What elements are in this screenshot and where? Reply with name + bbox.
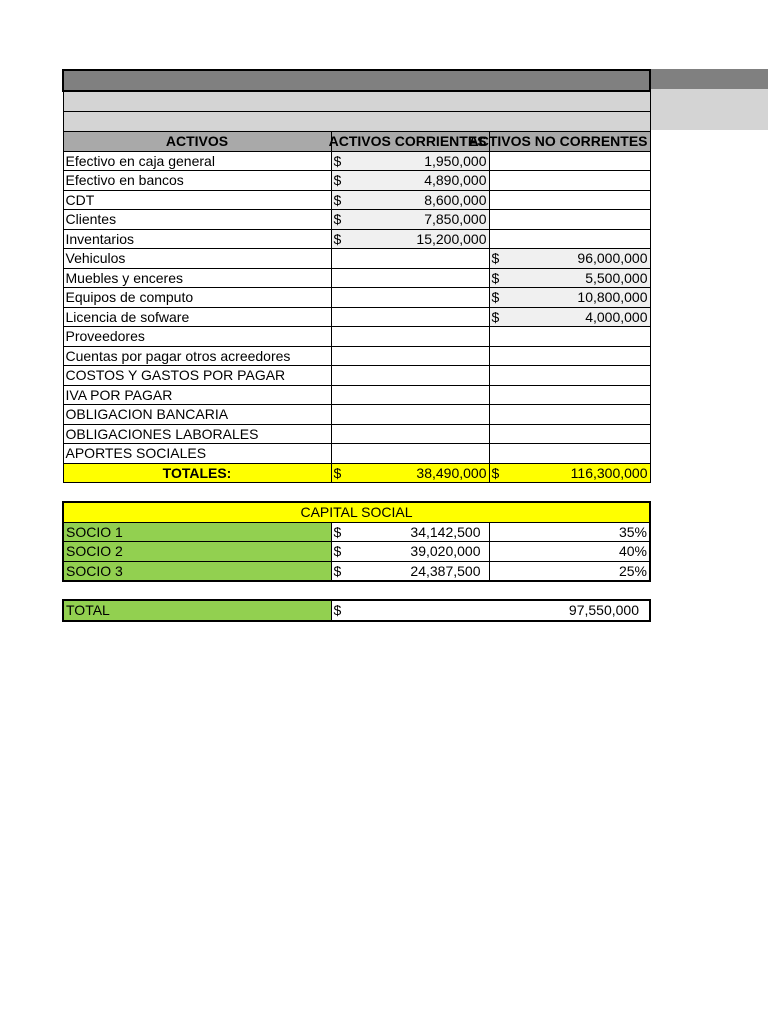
socio-percentage[interactable]: 35% (489, 522, 650, 542)
currency-symbol: $ (491, 464, 500, 481)
account-label[interactable]: Efectivo en bancos (63, 171, 331, 191)
corriente-cell[interactable] (331, 249, 489, 269)
socio-row (63, 522, 650, 542)
currency-symbol: $ (491, 250, 500, 267)
currency-symbol: $ (333, 172, 342, 189)
capital-social-table (62, 501, 651, 582)
amount-value: 4,890,000 (424, 172, 487, 189)
table-row (63, 151, 650, 171)
corriente-cell[interactable] (331, 190, 489, 210)
socio-name[interactable]: SOCIO 3 (63, 561, 331, 581)
table-row (63, 444, 650, 464)
corriente-cell[interactable] (331, 151, 489, 171)
amount-value: 10,800,000 (577, 289, 648, 306)
currency-symbol: $ (333, 211, 342, 228)
no-corriente-cell[interactable] (489, 444, 650, 464)
table-row (63, 190, 650, 210)
currency-symbol: $ (333, 191, 342, 208)
currency-symbol: $ (333, 543, 342, 560)
currency-symbol: $ (333, 464, 342, 481)
table-row (63, 171, 650, 191)
table-row (63, 346, 650, 366)
socio-percentage[interactable]: 40% (489, 542, 650, 562)
no-corriente-cell[interactable] (489, 307, 650, 327)
amount-value: 116,300,000 (570, 464, 648, 481)
account-label[interactable]: Muebles y enceres (63, 268, 331, 288)
corriente-cell[interactable] (331, 346, 489, 366)
amount-value: 24,387,500 (410, 562, 481, 579)
column-header-row (63, 132, 650, 152)
currency-symbol: $ (333, 230, 342, 247)
corriente-cell[interactable] (331, 405, 489, 425)
account-label[interactable]: Efectivo en caja general (63, 151, 331, 171)
table-row (63, 366, 650, 386)
no-corriente-cell[interactable] (489, 171, 650, 191)
account-label[interactable]: IVA POR PAGAR (63, 385, 331, 405)
currency-symbol: $ (333, 602, 342, 619)
title-row (63, 70, 650, 91)
currency-symbol: $ (491, 308, 500, 325)
account-label[interactable]: COSTOS Y GASTOS POR PAGAR (63, 366, 331, 386)
amount-value: 39,020,000 (410, 543, 481, 560)
socio-amount-cell[interactable] (331, 542, 489, 562)
account-label[interactable]: Cuentas por pagar otros acreedores (63, 346, 331, 366)
account-label[interactable]: CDT (63, 190, 331, 210)
totals-label[interactable]: TOTALES: (63, 463, 331, 483)
socio-amount-cell[interactable] (331, 522, 489, 542)
balance-table (62, 69, 651, 483)
totals-row (63, 463, 650, 483)
total-no-corriente-cell[interactable] (489, 463, 650, 483)
table-row (63, 268, 650, 288)
no-corriente-cell[interactable] (489, 268, 650, 288)
account-label[interactable]: Equipos de computo (63, 288, 331, 308)
no-corriente-cell[interactable] (489, 210, 650, 230)
subtitle-row-2 (63, 112, 650, 132)
account-label[interactable]: Vehiculos (63, 249, 331, 269)
socio-row (63, 561, 650, 581)
amount-value: 5,500,000 (585, 269, 648, 286)
currency-symbol: $ (491, 269, 500, 286)
table-row (63, 307, 650, 327)
no-corriente-cell[interactable] (489, 385, 650, 405)
amount-value: 38,490,000 (416, 464, 487, 481)
account-label[interactable]: Inventarios (63, 229, 331, 249)
socio-name[interactable]: SOCIO 2 (63, 542, 331, 562)
corriente-cell[interactable] (331, 268, 489, 288)
total-corriente-cell[interactable] (331, 463, 489, 483)
corriente-cell[interactable] (331, 210, 489, 230)
capital-header-row (63, 502, 650, 522)
currency-symbol: $ (491, 289, 500, 306)
corriente-cell[interactable] (331, 424, 489, 444)
amount-value: 8,600,000 (424, 191, 487, 208)
no-corriente-cell[interactable] (489, 366, 650, 386)
table-row (63, 327, 650, 347)
table-row (63, 385, 650, 405)
header-band-light (648, 89, 768, 130)
subtitle-cell-2[interactable] (63, 112, 650, 132)
amount-value: 1,950,000 (424, 152, 487, 169)
table-row (63, 288, 650, 308)
no-corriente-cell[interactable] (489, 151, 650, 171)
no-corriente-cell[interactable] (489, 229, 650, 249)
total-amount: 97,550,000 (568, 602, 639, 619)
corriente-cell[interactable] (331, 307, 489, 327)
total-row (63, 600, 650, 621)
subtitle-row-1 (63, 91, 650, 112)
table-row (63, 405, 650, 425)
corriente-cell[interactable] (331, 171, 489, 191)
amount-value: 4,000,000 (585, 308, 648, 325)
no-corriente-cell[interactable] (489, 249, 650, 269)
capital-title[interactable]: CAPITAL SOCIAL (63, 502, 650, 522)
account-label[interactable]: Proveedores (63, 327, 331, 347)
currency-symbol: $ (333, 152, 342, 169)
total-table (62, 599, 651, 622)
subtitle-cell-1[interactable] (63, 91, 650, 112)
socio-amount-cell[interactable] (331, 561, 489, 581)
corriente-cell[interactable] (331, 444, 489, 464)
amount-value: 7,850,000 (424, 211, 487, 228)
account-label[interactable]: OBLIGACION BANCARIA (63, 405, 331, 425)
socio-percentage[interactable]: 25% (489, 561, 650, 581)
corriente-cell[interactable] (331, 229, 489, 249)
total-amount-cell[interactable] (331, 600, 650, 621)
currency-symbol: $ (333, 523, 342, 540)
table-row (63, 424, 650, 444)
socio-row (63, 542, 650, 562)
header-band-dark (648, 69, 768, 89)
no-corriente-cell[interactable] (489, 190, 650, 210)
table-row (63, 210, 650, 230)
account-label[interactable]: Clientes (63, 210, 331, 230)
corriente-cell[interactable] (331, 385, 489, 405)
no-corriente-cell[interactable] (489, 424, 650, 444)
no-corriente-cell[interactable] (489, 346, 650, 366)
corriente-cell[interactable] (331, 327, 489, 347)
amount-value: 96,000,000 (577, 250, 648, 267)
header-activos[interactable]: ACTIVOS (63, 132, 331, 152)
amount-value: 34,142,500 (410, 523, 481, 540)
no-corriente-cell[interactable] (489, 327, 650, 347)
table-row (63, 249, 650, 269)
corriente-cell[interactable] (331, 288, 489, 308)
header-activos-corrientes[interactable]: ACTIVOS CORRIENTES (331, 132, 489, 152)
account-label[interactable]: Licencia de sofware (63, 307, 331, 327)
no-corriente-cell[interactable] (489, 288, 650, 308)
no-corriente-cell[interactable] (489, 405, 650, 425)
account-label[interactable]: OBLIGACIONES LABORALES (63, 424, 331, 444)
title-cell[interactable] (63, 70, 650, 91)
corriente-cell[interactable] (331, 366, 489, 386)
table-row (63, 229, 650, 249)
account-label[interactable]: APORTES SOCIALES (63, 444, 331, 464)
socio-name[interactable]: SOCIO 1 (63, 522, 331, 542)
header-activos-no-corrientes[interactable]: ACTIVOS NO CORRENTES (489, 132, 650, 152)
total-label[interactable]: TOTAL (63, 600, 331, 621)
amount-value: 15,200,000 (416, 230, 487, 247)
currency-symbol: $ (333, 562, 342, 579)
